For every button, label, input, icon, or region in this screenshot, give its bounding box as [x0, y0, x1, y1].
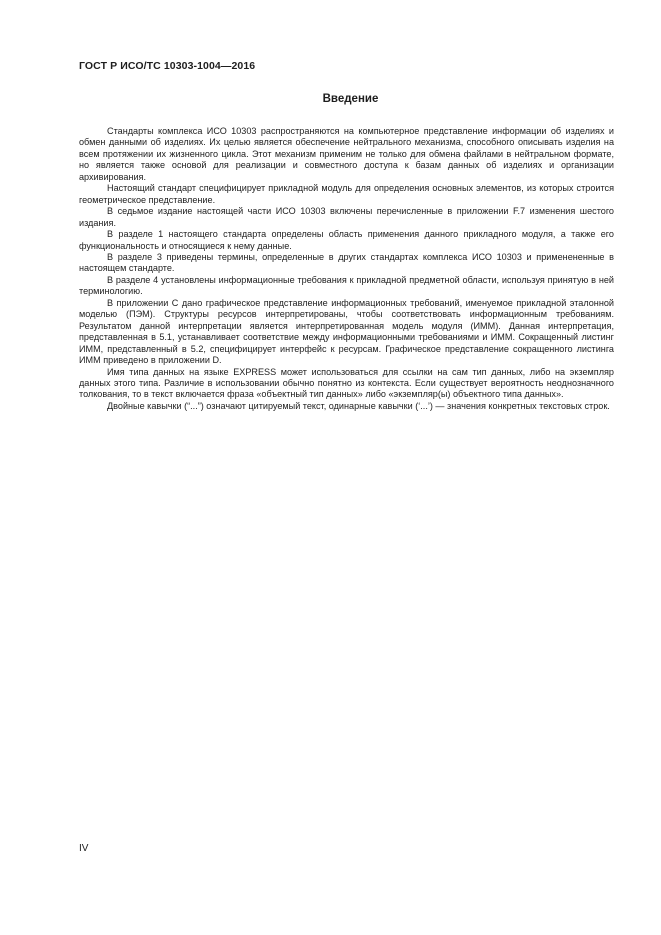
paragraph: В разделе 4 установлены информационные требования к прикладной предметной области, используя принятую в ней терминологию.: [79, 274, 614, 297]
page-header: ГОСТ Р ИСО/ТС 10303-1004—2016: [79, 60, 256, 72]
paragraph: Настоящий стандарт специфицирует прикладной модуль для определения основных элементов, из которых строится геометрическое представление.: [79, 183, 614, 205]
paragraph: В разделе 1 настоящего стандарта определены область применения данного прикладного модуля, а также его функциональность и относящиеся к нему данные.: [79, 229, 614, 251]
introduction-body: [79, 126, 614, 412]
section-title: Введение: [322, 93, 379, 105]
paragraph: Стандарты комплекса ИСО 10303 распространяются на компьютерное представление информации об изделиях и обмен данными об изделиях. Их целью является обеспечение нейтрального механизма, способного описывать изделия на всем протяжении их жизненного цикла. Этот механизм применим не только для обмена файлами в нейтральном формате, но является также основой для реализации и совместного доступа к базам данных об изделиях и организации архивирования.: [79, 126, 614, 182]
paragraph: Имя типа данных на языке EXPRESS может использоваться для ссылки на сам тип данных, либо на экземпляр данных этого типа. Различие в использовании обычно понятно из контекста. Если существует вероятность неоднозначного толкования, то в текст включается фраза «объектный тип данных» либо «экземпляр(ы) объектного типа данных».: [79, 366, 614, 400]
paragraph: В приложении С дано графическое представление информационных требований, именуемое прикладной эталонной моделью (ПЭМ). Структуры ресурсов интерпретированы, чтобы соответствовать информационным требованиям. Результатом данной интерпретации является интерпретированная модель модуля (ИММ). Данная интерпретация, представленная в 5.1, устанавливает соответствие между информационными требованиями и ИММ. Сокращенный листинг ИММ, представленный в 5.2, специфицирует интерфейс к ресурсам. Графическое представление сокращенного листинга ИММ приведено в приложении D.: [79, 297, 614, 366]
paragraph: В седьмое издание настоящей части ИСО 10303 включены перечисленные в приложении F.7 изменения шестого издания.: [79, 206, 614, 228]
paragraph: Двойные кавычки (“...”) означают цитируемый текст, одинарные кавычки (‘...’) — значения конкретных текстовых строк.: [107, 400, 610, 411]
paragraph: В разделе 3 приведены термины, определенные в других стандартах комплекса ИСО 10303 и применененные в настоящем стандарте.: [79, 251, 614, 274]
page-number: IV: [79, 843, 89, 854]
